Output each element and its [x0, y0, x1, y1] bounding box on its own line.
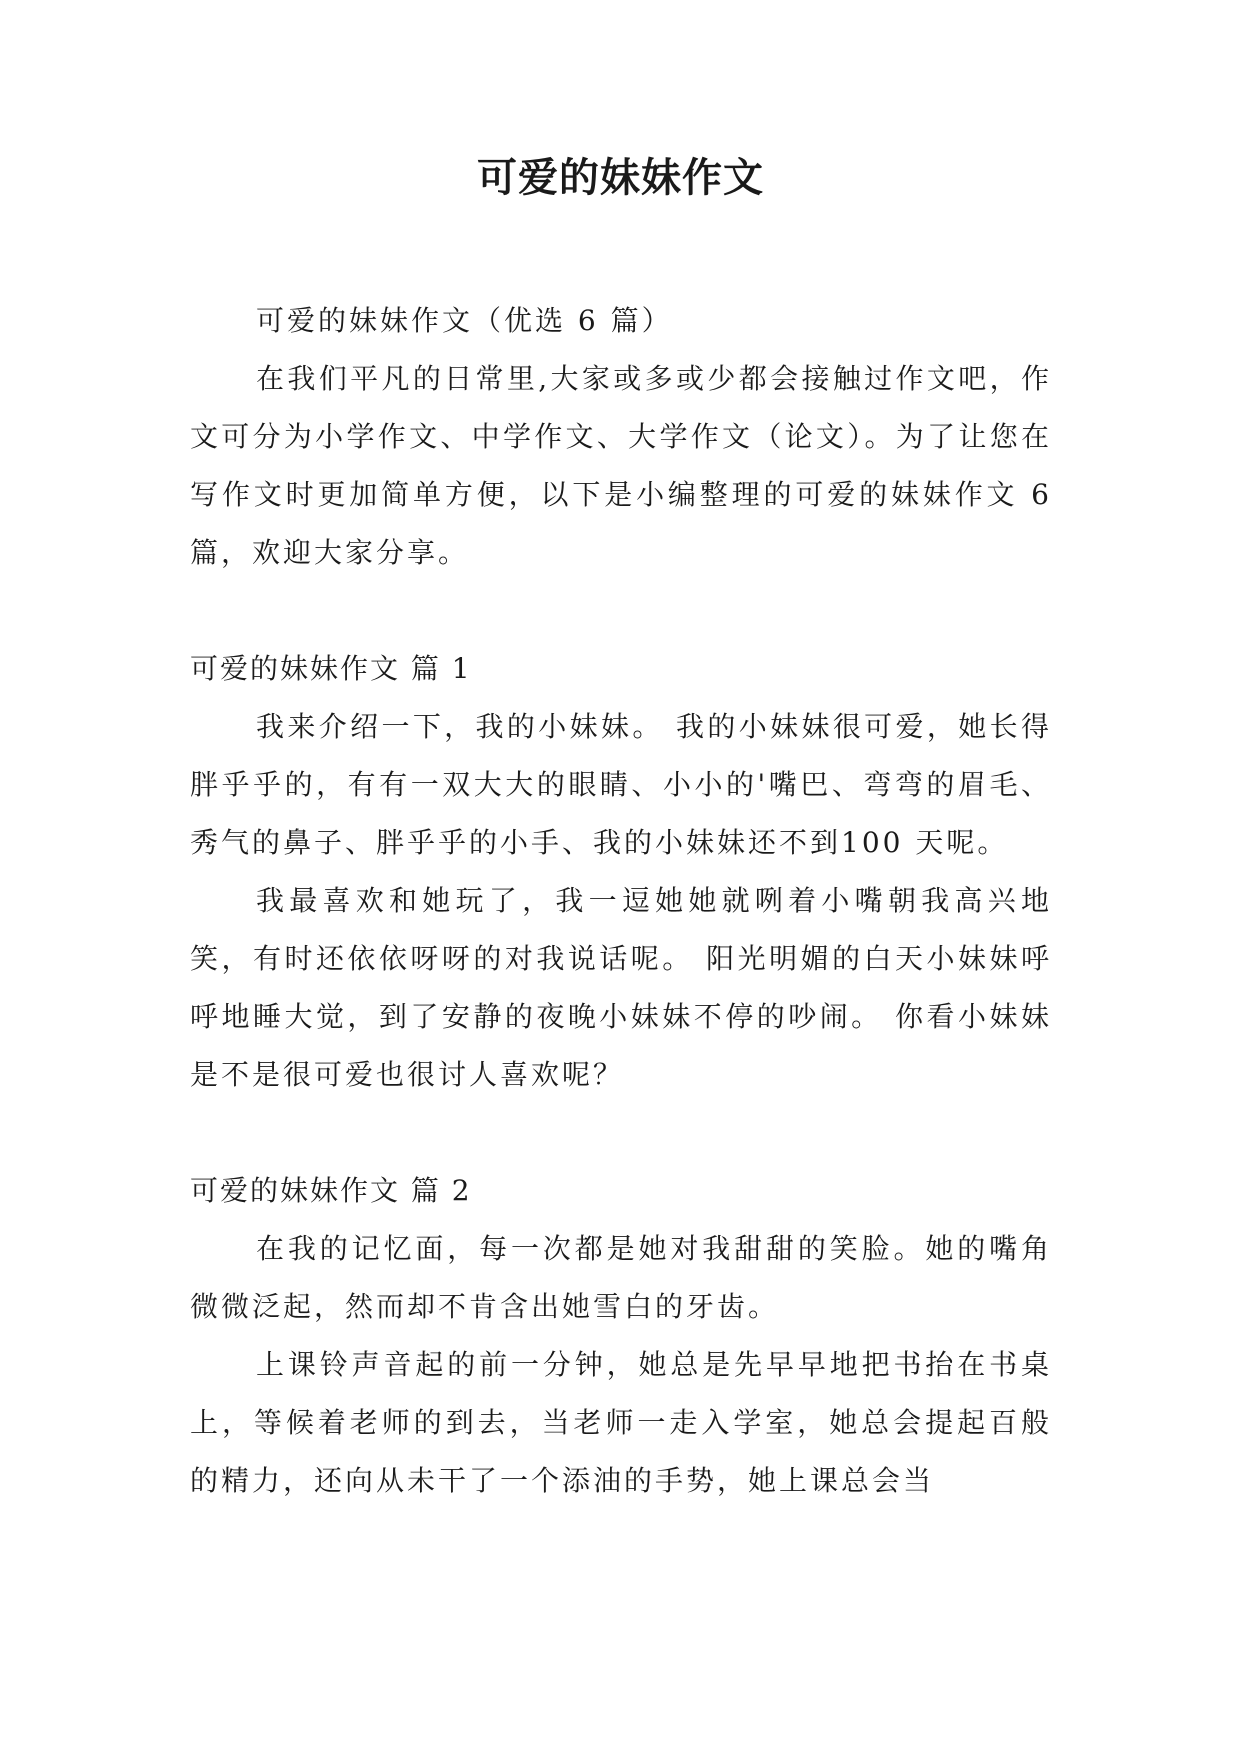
document-body: [190, 292, 1052, 1510]
section-1-paragraph-2: 我最喜欢和她玩了，我一逗她她就咧着小嘴朝我高兴地笑，有时还依依呀呀的对我说话呢。 阳光明媚的白天小妹妹呼呼地睡大觉，到了安静的夜晚小妹妹不停的吵闹。 你看小妹妹是不是很可爱也很讨人喜欢呢？: [190, 884, 1052, 1091]
section-1-paragraph-1: 我来介绍一下，我的小妹妹。 我的小妹妹很可爱，她长得胖乎乎的，有有一双大大的眼睛、小小的'嘴巴、弯弯的眉毛、秀气的鼻子、胖乎乎的小手、我的小妹妹还不到100 天呢。: [190, 710, 1052, 859]
section-2-paragraph-1: 在我的记忆面，每一次都是她对我甜甜的笑脸。她的嘴角微微泛起，然而却不肯含出她雪白的牙齿。: [190, 1232, 1052, 1323]
section-gap: [190, 582, 1052, 640]
section-heading-1: 可爱的妹妹作文 篇 1: [190, 652, 472, 685]
section-gap: [190, 1104, 1052, 1162]
document-title: 可爱的妹妹作文: [477, 154, 764, 201]
section-heading-2: 可爱的妹妹作文 篇 2: [190, 1174, 472, 1207]
intro-paragraph: 在我们平凡的日常里,大家或多或少都会接触过作文吧，作文可分为小学作文、中学作文、大学作文（论文）。为了让您在写作文时更加简单方便，以下是小编整理的可爱的妹妹作文 6 篇，欢迎大家分享。: [190, 362, 1052, 569]
intro-subtitle: 可爱的妹妹作文（优选 6 篇）: [256, 304, 673, 337]
section-2-paragraph-2: 上课铃声音起的前一分钟，她总是先早早地把书抬在书桌上，等候着老师的到去，当老师一走入学室，她总会提起百般的精力，还向从未干了一个添油的手势，她上课总会当: [190, 1348, 1052, 1497]
